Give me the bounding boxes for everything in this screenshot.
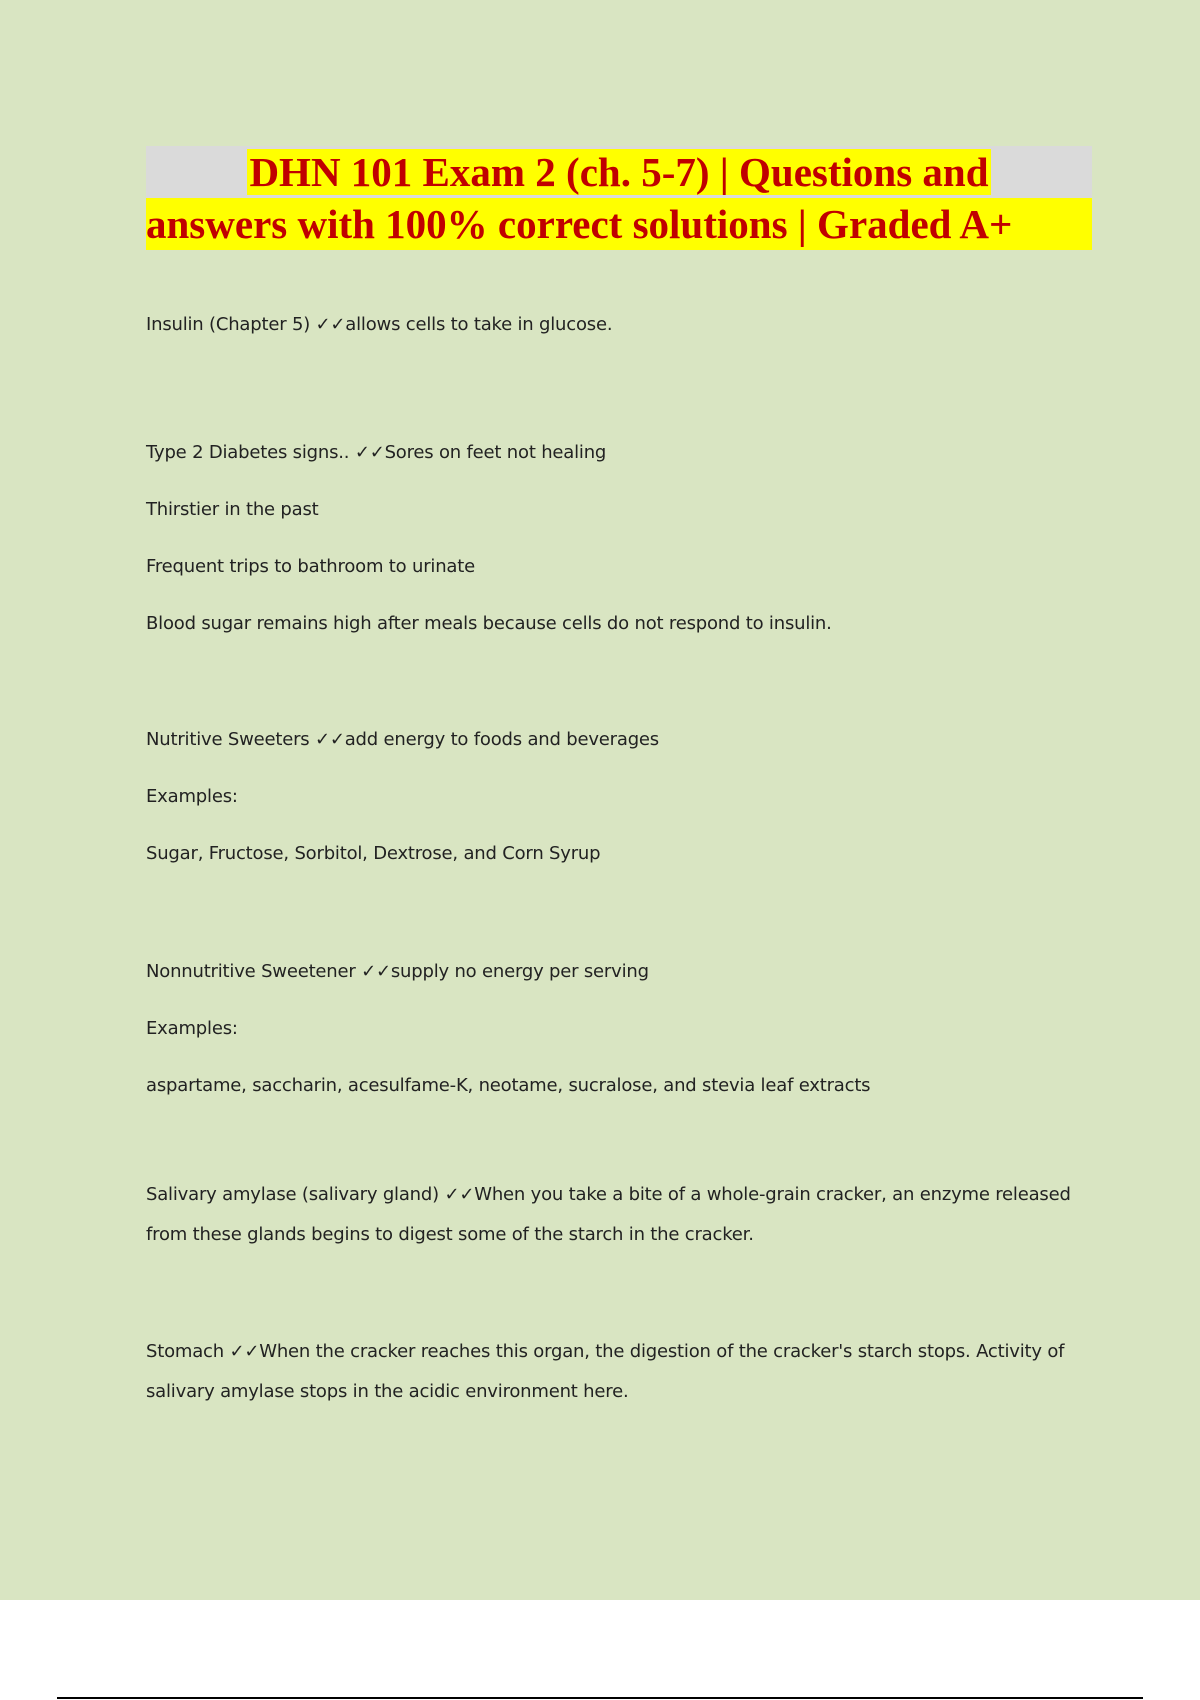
entry-line: Type 2 Diabetes signs.. ✓✓Sores on feet not healing	[146, 442, 607, 463]
entry-line: Thirstier in the past	[146, 499, 319, 520]
title-line-1	[146, 146, 1092, 198]
entry-line: Salivary amylase (salivary gland) ✓✓When you take a bite of a whole-grain cracker, an enzyme released	[146, 1184, 1071, 1205]
qa-entry-nonnutritive-sweetener	[146, 943, 1086, 1114]
footer-divider	[57, 1697, 1143, 1699]
entry-line: Nutritive Sweeters ✓✓add energy to foods and beverages	[146, 729, 659, 750]
title-line-2: answers with 100% correct solutions | Graded A+	[146, 198, 1092, 250]
entry-line: Examples:	[146, 786, 238, 807]
entry-line: Insulin (Chapter 5) ✓✓allows cells to take in glucose.	[146, 314, 613, 335]
title-line-1-text: DHN 101 Exam 2 (ch. 5-7) | Questions and	[249, 149, 989, 195]
document-title	[146, 146, 1092, 250]
entry-line: salivary amylase stops in the acidic environment here.	[146, 1381, 629, 1402]
qa-entry-stomach	[146, 1332, 1086, 1412]
qa-entry-nutritive-sweeteners	[146, 711, 1086, 882]
entry-line: Examples:	[146, 1018, 238, 1039]
entry-line: aspartame, saccharin, acesulfame-K, neotame, sucralose, and stevia leaf extracts	[146, 1075, 871, 1096]
qa-entry-salivary-amylase	[146, 1175, 1086, 1255]
entry-line: Stomach ✓✓When the cracker reaches this organ, the digestion of the cracker's starch stops. Activity of	[146, 1341, 1065, 1362]
entry-line: Nonnutritive Sweetener ✓✓supply no energy per serving	[146, 961, 649, 982]
entry-line: Sugar, Fructose, Sorbitol, Dextrose, and Corn Syrup	[146, 843, 601, 864]
entry-line: Blood sugar remains high after meals because cells do not respond to insulin.	[146, 613, 832, 634]
qa-entry-insulin	[146, 305, 1086, 345]
entry-line: from these glands begins to digest some of the starch in the cracker.	[146, 1224, 754, 1245]
qa-entry-type2-diabetes	[146, 424, 1086, 652]
entry-line: Frequent trips to bathroom to urinate	[146, 556, 475, 577]
